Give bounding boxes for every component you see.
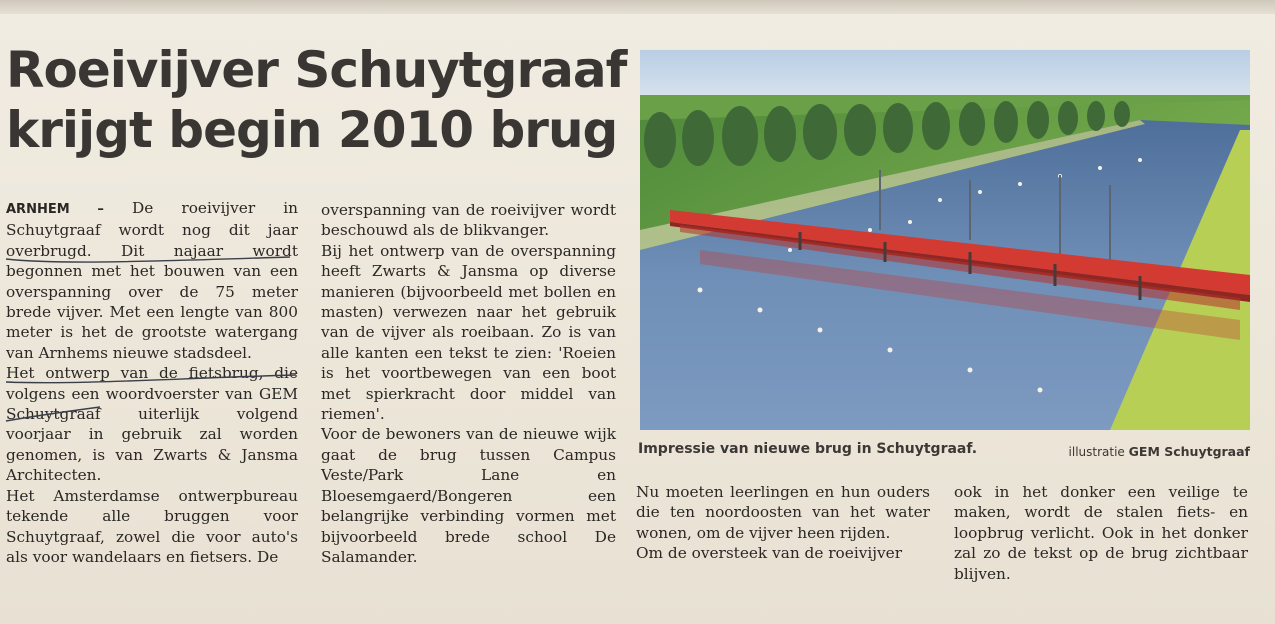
- scan-top-edge: [0, 0, 1275, 14]
- article-column-1: [6, 198, 298, 567]
- credit-prefix: illustratie: [1068, 445, 1125, 459]
- bridge-illustration: [640, 50, 1250, 430]
- dateline: ARNHEM –: [6, 202, 104, 217]
- column-2-paragraph-3: Voor de bewoners van de nieuwe wijk gaat de brug tussen Campus Veste/Park Lane en Bloesemgaerd/Bongeren een belangrijke verbinding vormen met bijvoorbeeld brede school De Salamander.: [321, 425, 616, 566]
- column-4-paragraph-1: ook in het donker een veilige te maken, wordt de stalen fiets- en loopbrug verlicht. Ook in het donker zal zo de tekst op de brug zichtbaar blijven.: [954, 483, 1248, 583]
- column-1-paragraph-1: De roeivijver in Schuytgraaf wordt nog dit jaar overbrugd. Dit najaar wordt begonnen met het bouwen van een overspanning over de 75 meter brede vijver. Met een lengte van 800 meter is het de grootste watergang van Arnhems nieuwe stadsdeel.: [6, 199, 298, 362]
- caption-text: Impressie van nieuwe brug in Schuytgraaf.: [638, 441, 978, 457]
- column-2-paragraph-1: overspanning van de roeivijver wordt beschouwd als de blikvanger.: [321, 201, 616, 240]
- column-2-paragraph-2: Bij het ontwerp van de overspanning heeft Zwarts & Jansma op diverse manieren (bijvoorbeeld met bollen en masten) verwezen naar het gebruik van de vijver als roeibaan. Zo is van alle kanten een tekst te zien: 'Roeien is het voortbewegen van een boot met spierkracht door middel van riemen'.: [321, 241, 616, 424]
- article-column-4: [954, 482, 1248, 584]
- column-3-paragraph-2: Om de oversteek van de roeivijver: [636, 544, 902, 563]
- column-3-paragraph-1: Nu moeten leerlingen en hun ouders die ten noordoosten van het water wonen, om de vijver heen rijden.: [636, 483, 930, 542]
- headline: [6, 40, 626, 160]
- column-1-paragraph-2: Het ontwerp van de fietsbrug, die volgens een woordvoerster van GEM Schuytgraaf uiterlijk volgend voorjaar in gebruik zal worden genomen, is van Zwarts & Jansma Architecten.: [6, 364, 298, 485]
- headline-line-1: Roeivijver Schuytgraaf: [6, 41, 627, 99]
- article-column-3: [636, 482, 930, 564]
- illustration-credit: [1069, 444, 1250, 459]
- article-column-2: [321, 200, 616, 567]
- image-caption: [638, 440, 1250, 464]
- credit-name: GEM Schuytgraaf: [1128, 444, 1250, 459]
- headline-line-2: krijgt begin 2010 brug: [6, 101, 618, 159]
- bridge-impression-image: [640, 50, 1250, 430]
- column-1-paragraph-3: Het Amsterdamse ontwerpbureau tekende alle bruggen voor Schuytgraaf, zowel die voor auto's als voor wandelaars en fietsers. De: [6, 486, 298, 566]
